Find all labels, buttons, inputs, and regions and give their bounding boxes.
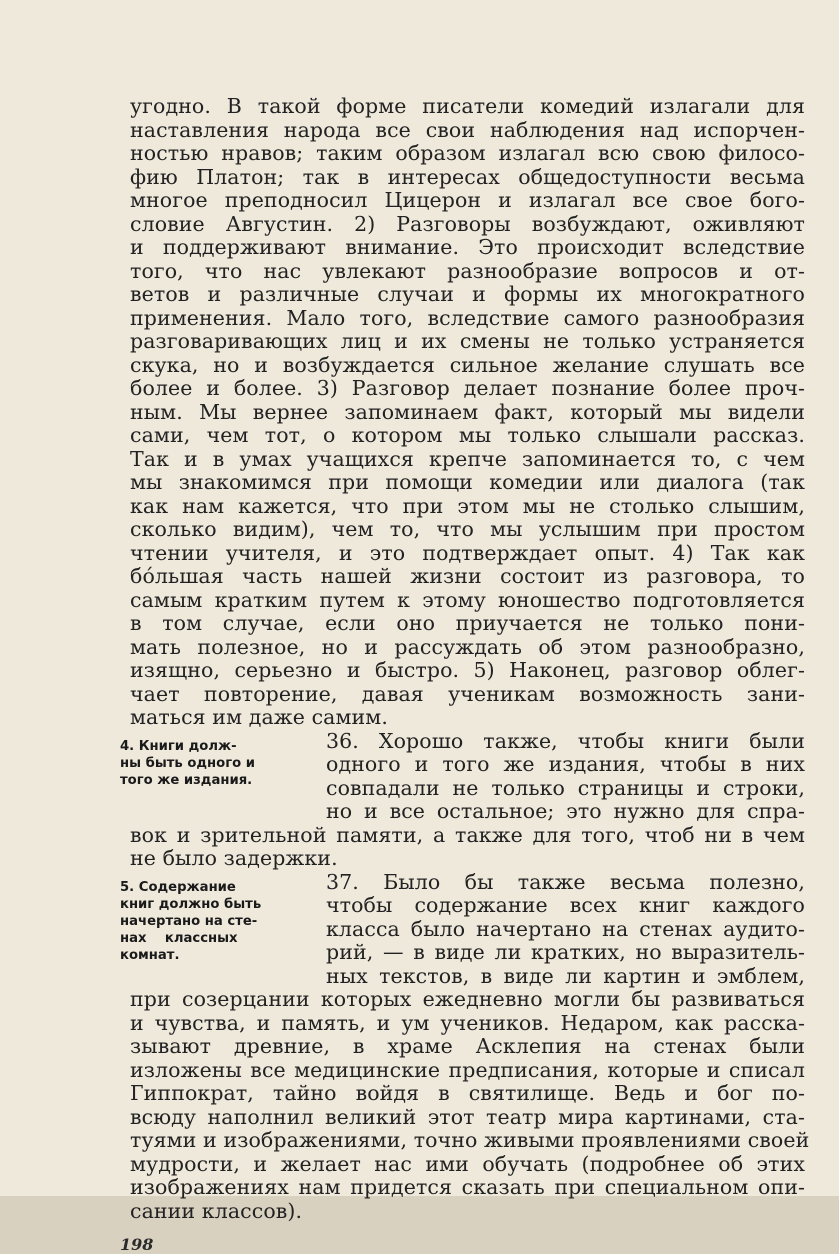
body-line: в том случае, если оно приучается не только пони-: [130, 611, 805, 635]
body-line: как нам кажется, что при этом мы не столько слышим,: [130, 493, 805, 518]
body-line: наставления народа все свои наблюдения над испорчен-: [130, 117, 805, 142]
paragraph-37-line: при созерцании которых ежедневно могли бы развиваться: [130, 987, 805, 1011]
paragraph-37-line: туями и изображениями, точно живыми проявлениями своей: [130, 1128, 810, 1152]
side-note-line: начертано на сте-: [120, 913, 258, 929]
side-note-line: ны быть одного и: [120, 755, 255, 771]
paragraph-37-line: ных текстов, в виде ли картин и эмблем,: [326, 963, 805, 988]
body-line: многое преподносил Цицерон и излагал все свое бого-: [130, 188, 805, 212]
paragraph-37-line: изображениях нам придется сказать при специальном опи-: [130, 1175, 805, 1199]
page-number: 198: [120, 1235, 154, 1254]
body-line: и поддерживают внимание. Это происходит вследствие: [130, 235, 805, 259]
body-line: угодно. В такой форме писатели комедий излагали для: [130, 94, 805, 118]
paragraph-36-line: вок и зрительной памяти, а также для того, чтоб ни в чем: [130, 822, 805, 847]
body-line: ветов и различные случаи и формы их многократного: [130, 282, 805, 306]
body-line: мать полезное, но и рассуждать об этом разнообразно,: [130, 634, 805, 659]
paragraph-37-line: зывают древние, в храме Асклепия на стенах были: [130, 1034, 805, 1058]
side-note-36: [120, 738, 304, 789]
body-line: ным. Мы вернее запоминаем факт, который мы видели: [130, 399, 805, 424]
paragraph-37-line: мудрости, и желает нас ими обучать (подробнее об этих: [130, 1151, 805, 1176]
body-line: фию Платон; так в интересах общедоступности весьма: [130, 164, 805, 189]
paragraph-36-line: не было задержки.: [130, 846, 338, 870]
paragraph-37-line: 37. Было бы также весьма полезно,: [326, 869, 805, 894]
body-line: чтении учителя, и это подтверждает опыт. 4) Так как: [130, 540, 805, 565]
body-line: мы знакомимся при помощи комедии или диалога (так: [130, 470, 805, 494]
side-note-line: комнат.: [120, 947, 180, 963]
side-note-line: нах классных: [120, 930, 238, 946]
paragraph-37-line: сании классов).: [130, 1198, 303, 1223]
paragraph-37-line: Гиппократ, тайно войдя в святилище. Ведь и бог по-: [130, 1081, 805, 1105]
body-line: ностью нравов; таким образом излагал всю свою филосо-: [130, 141, 805, 165]
paragraph-37-line: чтобы содержание всех книг каждого: [326, 893, 805, 917]
side-note-line: 4. Книги долж-: [120, 738, 237, 754]
side-note-line: того же издания.: [120, 772, 253, 788]
paragraph-36-line: совпадали не только страницы и строки,: [326, 775, 805, 800]
body-line: изящно, серьезно и быстро. 5) Наконец, разговор облег-: [130, 658, 805, 682]
side-note-line: книг должно быть: [120, 896, 262, 912]
paragraph-37-line: изложены все медицинские предписания, которые и списал: [130, 1057, 805, 1082]
paragraph-37-line: класса было начертано на стенах аудито-: [326, 916, 805, 941]
paragraph-37-line: рий, — в виде ли кратких, но выразитель-: [326, 940, 805, 964]
paragraph-36-line: одного и того же издания, чтобы в них: [326, 752, 805, 776]
body-line: маться им даже самим.: [130, 705, 388, 729]
body-line: Так и в умах учащихся крепче запоминается то, с чем: [130, 446, 805, 471]
body-line: самым кратким путем к этому юношество подготовляется: [130, 587, 805, 612]
body-line: разговаривающих лиц и их смены не только устраняется: [130, 329, 805, 353]
paragraph-37-line: и чувства, и память, и ум учеников. Недаром, как расска-: [130, 1010, 805, 1035]
body-line: сколько видим), чем то, что мы услышим при простом: [130, 517, 805, 541]
body-line: более и более. 3) Разговор делает познание более проч-: [130, 376, 805, 400]
paragraph-36-line: но и все остальное; это нужно для спра-: [326, 799, 805, 823]
body-line: того, что нас увлекают разнообразие вопросов и от-: [130, 258, 805, 283]
body-line: бо́льшая часть нашей жизни состоит из разговора, то: [130, 564, 805, 588]
body-line: применения. Мало того, вследствие самого разнообразия: [130, 305, 805, 330]
paragraph-37-line: всюду наполнил великий этот театр мира картинами, ста-: [130, 1104, 805, 1129]
paragraph-36-line: 36. Хорошо также, чтобы книги были: [326, 728, 805, 753]
body-line: скука, но и возбуждается сильное желание слушать все: [130, 352, 805, 377]
body-line: словие Августин. 2) Разговоры возбуждают, оживляют: [130, 211, 805, 236]
side-note-37: [120, 879, 304, 964]
body-line: сами, чем тот, о котором мы только слышали рассказ.: [130, 423, 805, 447]
body-line: чает повторение, давая ученикам возможность зани-: [130, 681, 805, 706]
side-note-line: 5. Содержание: [120, 879, 236, 895]
